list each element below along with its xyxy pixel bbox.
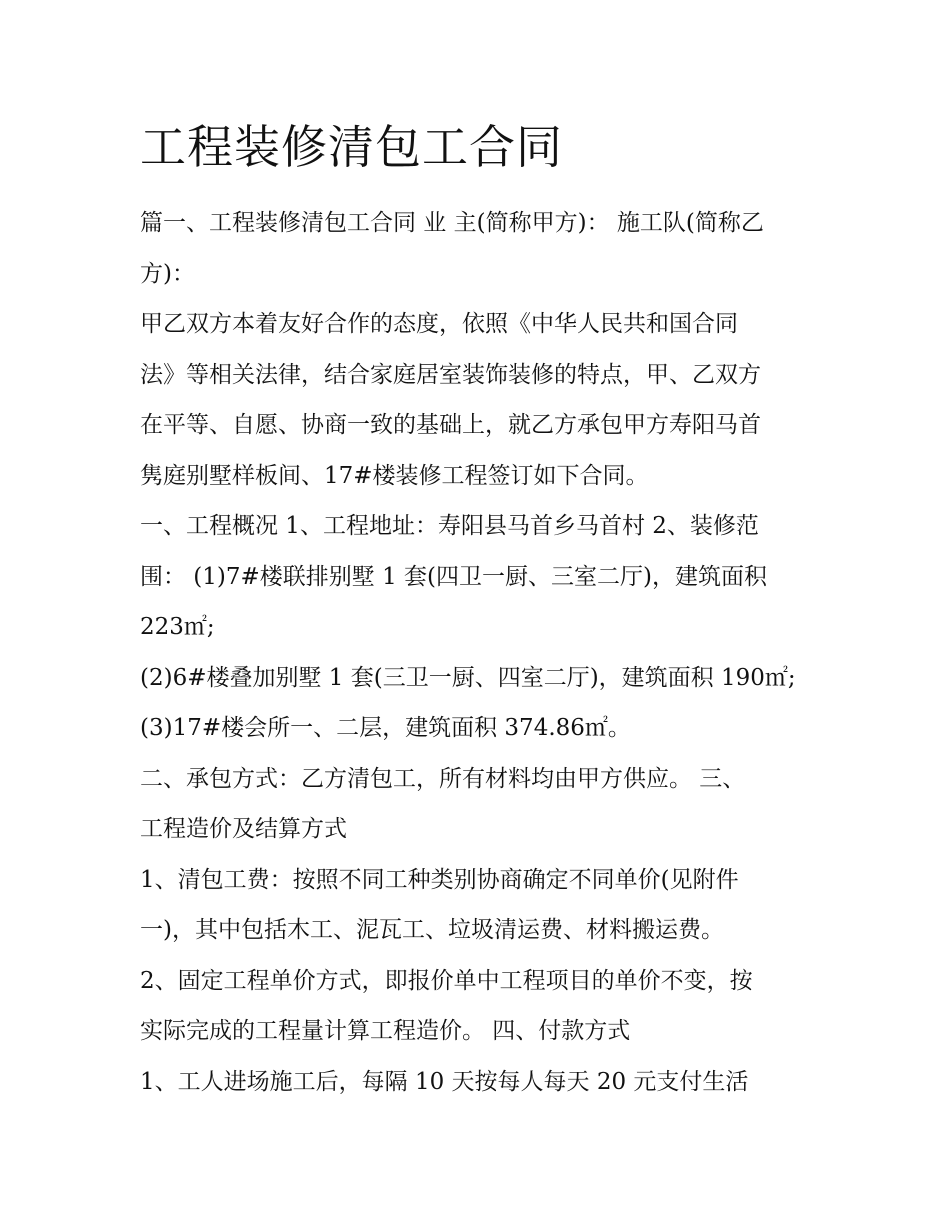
- body-line: 一、工程概况 1、工程地址：寿阳县马首乡马首村 2、装修范: [140, 513, 759, 539]
- body-line: 二、承包方式：乙方清包工，所有材料均由甲方供应。 三、: [140, 765, 746, 792]
- body-line: 一)，其中包括木工、泥瓦工、垃圾清运费、材料搬运费。: [140, 917, 724, 943]
- body-line: 1、工人进场施工后，每隔 10 天按每人每天 20 元支付生活: [140, 1068, 749, 1095]
- body-line: 篇一、工程装修清包工合同 业 主(简称甲方)： 施工队(简称乙: [140, 210, 764, 236]
- body-line: (3)17#楼会所一、二层，建筑面积 374.86㎡。: [140, 715, 631, 741]
- body-line: 工程造价及结算方式: [140, 816, 347, 842]
- body-line: 1、清包工费：按照不同工种类别协商确定不同单价(见附件: [140, 866, 739, 893]
- body-line: 法》等相关法律，结合家庭居室装饰装修的特点，甲、乙双方: [140, 361, 761, 388]
- body-line: 方)：: [140, 260, 195, 287]
- body-line: 隽庭别墅样板间、17#楼装修工程签订如下合同。: [140, 462, 649, 489]
- body-line: 2、固定工程单价方式，即报价单中工程项目的单价不变，按: [140, 967, 753, 994]
- body-line: (2)6#楼叠加别墅 1 套(三卫一厨、四室二厅)，建筑面积 190㎡;: [140, 664, 796, 691]
- document-body: [140, 198, 820, 1107]
- body-line: 223㎡;: [140, 614, 215, 640]
- body-line: 围： (1)7#楼联排别墅 1 套(四卫一厨、三室二厅)，建筑面积: [140, 563, 767, 590]
- body-line: 在平等、自愿、协商一致的基础上，就乙方承包甲方寿阳马首: [140, 412, 761, 438]
- document-title: 工程装修清包工合同: [140, 120, 563, 174]
- body-line: 甲乙双方本着友好合作的态度，依照《中华人民共和国合同: [140, 311, 738, 337]
- body-line: 实际完成的工程量计算工程造价。 四、付款方式: [140, 1018, 631, 1044]
